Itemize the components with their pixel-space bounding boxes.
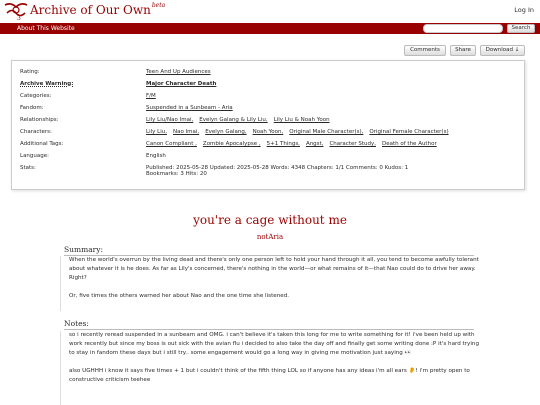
character-tag[interactable]: Lily Liu, — [146, 129, 167, 135]
comments-button[interactable]: Comments — [404, 45, 446, 56]
site-header — [0, 0, 540, 22]
notes-paragraph: so i recently reread suspended in a sunbeam and OMG. i can't believe it's taken this long for me to write something for it! i've been held up with work recently but since my boss is out sick with the avian flu i decided to also take the day off and finally get some writing done :P it's hard trying to stay in fandom these days but i still try.. some engagement would go a long way in giving me motivation just saying 👀 — [69, 332, 480, 356]
relationship-tag[interactable]: Lily Liu & Noah Yoon — [273, 117, 330, 123]
category-tag[interactable]: F/M — [146, 93, 156, 99]
character-tag[interactable]: Noah Yoon, — [252, 129, 284, 135]
freeform-tag[interactable]: Death of the Author — [381, 141, 437, 147]
notes-text — [60, 331, 480, 405]
work-meta — [11, 60, 525, 190]
stats-line: Bookmarks: 3 Hits: 20 — [146, 171, 207, 177]
notes-heading: Notes: — [64, 319, 474, 330]
summary-heading: Summary: — [64, 245, 474, 256]
warning-tag[interactable]: Major Character Death — [146, 81, 217, 87]
rating-tag[interactable]: Teen And Up Audiences — [146, 69, 211, 75]
stats-label: Stats: — [20, 165, 36, 171]
relationship-tag[interactable]: Lily Liu/Nao Imai, — [146, 117, 194, 123]
fandom-label: Fandom: — [20, 105, 44, 111]
character-tag[interactable]: Nao Imai, — [172, 129, 200, 135]
beta-label: beta — [151, 2, 166, 9]
share-button[interactable]: Share — [450, 45, 476, 56]
characters-label: Characters: — [20, 129, 52, 135]
freeform-tag[interactable]: Angst, — [305, 141, 324, 147]
svg-text:3: 3 — [17, 15, 21, 21]
ao3-logo-icon[interactable] — [3, 1, 29, 21]
language-label: Language: — [20, 153, 49, 159]
summary-paragraph: When the world's overrun by the living dead and there's only one person left to hold your hand through it all, you tend to become awfully tolerant about whatever it is he does. As far as Lily's concerned, there's nothing in the world—or what remains of it—that Nao could do to drive her away. Right? — [69, 257, 479, 281]
relationship-tag[interactable]: Evelyn Galang & Lily Liu, — [199, 117, 268, 123]
login-link[interactable]: Log In — [514, 6, 534, 14]
work-author[interactable]: notAria — [256, 233, 284, 241]
search-button[interactable]: Search — [507, 24, 535, 33]
notes-paragraph: also UGHHH i know it says five times + 1 but i couldn't think of the fifth thing LOL so if anyone has any ideas i'm all ears 👂! i'm pretty open to constructive criticism teehee — [69, 368, 470, 383]
language-value: English — [146, 153, 166, 159]
site-title[interactable]: Archive of Our Own$^{beta}$ — [30, 2, 166, 17]
freeform-tag[interactable]: 5+1 Things, — [266, 141, 300, 147]
character-tag[interactable]: Original Male Character(s), — [289, 129, 364, 135]
stats-line: Published: 2025-05-28 Updated: 2025-05-28 Words: 4348 Chapters: 1/1 Comments: 0 Kudos: 1 — [146, 165, 409, 171]
rating-label: Rating: — [20, 69, 40, 75]
category-label: Categories: — [20, 93, 52, 99]
primary-navigation — [0, 23, 540, 34]
nav-about-link[interactable]: About This Website — [17, 24, 75, 32]
character-tag[interactable]: Evelyn Galang, — [205, 129, 247, 135]
relationships-label: Relationships: — [20, 117, 59, 123]
summary-paragraph: Or, five times the others warned her about Nao and the one time she listened. — [69, 293, 290, 299]
freeform-tag[interactable]: Canon Compliant , — [146, 141, 197, 147]
freeform-tag[interactable]: Character Study, — [329, 141, 376, 147]
search-input[interactable] — [423, 24, 503, 33]
fandom-tag[interactable]: Suspended in a Sunbeam - Aria — [146, 105, 233, 111]
character-tag[interactable]: Original Female Character(s) — [369, 129, 449, 135]
work-title: you're a cage without me — [193, 213, 347, 227]
tags-label: Additional Tags: — [20, 141, 64, 147]
freeform-tag[interactable]: Zombie Apocalypse , — [202, 141, 261, 147]
download-button[interactable]: Download ↓ — [480, 45, 525, 56]
summary-text — [60, 256, 480, 311]
warning-label: Archive Warning: — [20, 81, 74, 87]
